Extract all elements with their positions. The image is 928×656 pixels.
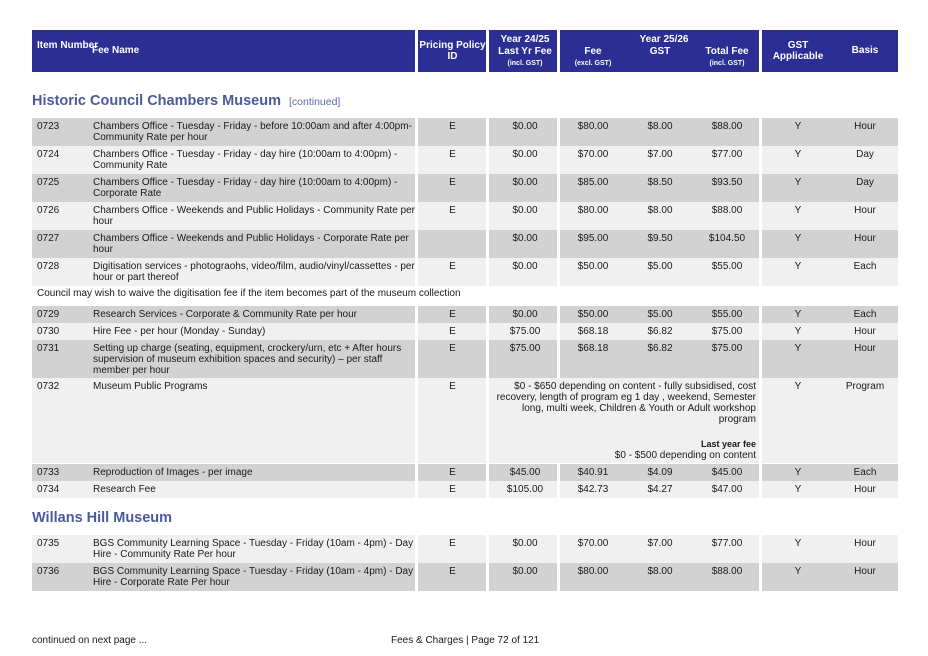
- pricing-policy-id: E: [449, 261, 456, 272]
- item-number: 0733: [37, 467, 60, 478]
- item-number: 0725: [37, 177, 60, 188]
- header-gst: GST: [649, 46, 671, 57]
- gst-amount: $8.50: [647, 177, 673, 188]
- fee-excl-gst: $68.18: [577, 343, 609, 354]
- item-number: 0727: [37, 233, 60, 244]
- pricing-policy-id: E: [449, 121, 456, 132]
- gst-amount: $4.27: [647, 484, 673, 495]
- gst-amount: $5.00: [647, 261, 673, 272]
- column-divider: [486, 535, 489, 563]
- table-row: [32, 258, 898, 286]
- basis: Day: [856, 149, 874, 160]
- gst-applicable: Y: [794, 233, 802, 244]
- fee-name: Chambers Office - Weekends and Public Holidays - Community Rate per hour: [93, 205, 415, 227]
- last-year-fee: $0.00: [512, 177, 538, 188]
- last-year-fee: $75.00: [509, 343, 541, 354]
- item-number: 0731: [37, 343, 60, 354]
- column-divider: [759, 174, 762, 202]
- section-heading: [32, 93, 340, 109]
- item-number: 0729: [37, 309, 60, 320]
- column-divider: [415, 306, 418, 323]
- gst-amount: $8.00: [647, 205, 673, 216]
- fee-excl-gst: $70.00: [577, 149, 609, 160]
- table-row: [32, 230, 898, 258]
- fee-excl-gst: $50.00: [577, 309, 609, 320]
- gst-applicable: Y: [794, 205, 802, 216]
- last-year-fee: $105.00: [506, 484, 544, 495]
- header-total-fee: [695, 46, 759, 88]
- item-number: 0735: [37, 538, 60, 549]
- table-row: [32, 146, 898, 174]
- pricing-policy-id: E: [449, 381, 456, 392]
- column-divider: [759, 230, 762, 258]
- column-divider: [486, 563, 489, 591]
- basis: Hour: [854, 538, 876, 549]
- fee-name: Research Services - Corporate & Community Rate per hour: [93, 309, 357, 320]
- header-pricing-policy-id: Pricing Policy ID: [419, 40, 486, 62]
- basis: Hour: [854, 326, 876, 337]
- total-fee: $88.00: [711, 566, 743, 577]
- item-number: 0723: [37, 121, 60, 132]
- column-divider: [415, 481, 418, 498]
- gst-amount: $8.00: [647, 566, 673, 577]
- total-fee: $104.50: [708, 233, 746, 244]
- gst-applicable: Y: [794, 467, 802, 478]
- basis: Day: [856, 177, 874, 188]
- column-divider: [759, 146, 762, 174]
- total-fee: $75.00: [711, 343, 743, 354]
- item-number: 0724: [37, 149, 60, 160]
- gst-applicable: Y: [794, 149, 802, 160]
- gst-amount: $4.09: [647, 467, 673, 478]
- column-divider: [759, 323, 762, 340]
- total-fee: $77.00: [711, 538, 743, 549]
- column-divider: [415, 118, 418, 146]
- total-fee: $88.00: [711, 205, 743, 216]
- fee-excl-gst: $50.00: [577, 261, 609, 272]
- total-fee: $93.50: [711, 177, 743, 188]
- table-row: [32, 306, 898, 323]
- column-divider: [415, 535, 418, 563]
- gst-applicable: Y: [794, 177, 802, 188]
- header-item-number: Item Number: [37, 40, 99, 51]
- gst-amount: $6.82: [647, 343, 673, 354]
- header-gst-applicable: GST Applicable: [772, 40, 824, 62]
- gst-amount: $8.00: [647, 121, 673, 132]
- header-total-fee-label: Total Fee: [705, 46, 749, 57]
- gst-applicable: Y: [794, 326, 802, 337]
- section-title: Historic Council Chambers Museum: [32, 93, 281, 109]
- table-row: [32, 535, 898, 563]
- gst-applicable: Y: [794, 381, 802, 392]
- gst-amount: $7.00: [647, 538, 673, 549]
- fee-name: Chambers Office - Tuesday - Friday - day hire (10:00am to 4:00pm) - Community Rate: [93, 149, 398, 171]
- basis: Each: [853, 309, 877, 320]
- fee-name: Research Fee: [93, 484, 156, 495]
- column-divider: [759, 464, 762, 481]
- pricing-policy-id: E: [449, 149, 456, 160]
- gst-applicable: Y: [794, 309, 802, 320]
- fee-excl-gst: $95.00: [577, 233, 609, 244]
- gst-applicable: Y: [794, 538, 802, 549]
- gst-applicable: Y: [794, 566, 802, 577]
- item-number: 0732: [37, 381, 60, 392]
- fee-name: Setting up charge (seating, equipment, crockery/urn, etc + After hours supervision of museum exhibition spaces and security) – per staff member per hour: [93, 343, 402, 376]
- section-title: Willans Hill Museum: [32, 510, 173, 526]
- footer-continued: continued on next page ...: [32, 635, 148, 646]
- column-divider: [486, 258, 489, 286]
- column-divider: [486, 323, 489, 340]
- fee-name: Chambers Office - Weekends and Public Holidays - Corporate Rate per hour: [93, 233, 409, 255]
- last-year-fee: $75.00: [509, 326, 541, 337]
- column-divider: [415, 378, 418, 463]
- last-year-fee-value: $0 - $500 depending on content: [614, 450, 756, 461]
- fee-name: BGS Community Learning Space - Tuesday - Friday (10am - 4pm) - Day Hire - Corporate Rate Per hour: [93, 566, 414, 588]
- pricing-policy-id: E: [449, 205, 456, 216]
- column-divider: [415, 230, 418, 258]
- table-row: [32, 118, 898, 146]
- pricing-policy-id: E: [449, 326, 456, 337]
- total-fee: $55.00: [711, 261, 743, 272]
- header-fee-label: Fee: [584, 46, 602, 57]
- header-incl-gst: (incl. GST): [507, 60, 543, 67]
- header-divider: [759, 30, 762, 72]
- total-fee: $45.00: [711, 467, 743, 478]
- total-fee: $75.00: [711, 326, 743, 337]
- fee-excl-gst: $80.00: [577, 205, 609, 216]
- pricing-policy-id: E: [449, 484, 456, 495]
- column-divider: [415, 202, 418, 230]
- column-divider: [415, 340, 418, 378]
- header-last-yr-fee: [490, 34, 560, 76]
- column-divider: [759, 340, 762, 378]
- gst-amount: $7.00: [647, 149, 673, 160]
- column-divider: [759, 481, 762, 498]
- table-row: [32, 323, 898, 340]
- column-divider: [759, 118, 762, 146]
- table-header: [32, 30, 898, 72]
- total-fee: $55.00: [711, 309, 743, 320]
- basis: Hour: [854, 205, 876, 216]
- column-divider: [759, 535, 762, 563]
- total-fee: $47.00: [711, 484, 743, 495]
- header-divider: [557, 30, 560, 72]
- item-number: 0730: [37, 326, 60, 337]
- column-divider: [415, 146, 418, 174]
- basis: Program: [845, 381, 885, 392]
- column-divider: [486, 118, 489, 146]
- last-year-fee: $0.00: [512, 538, 538, 549]
- gst-amount: $6.82: [647, 326, 673, 337]
- item-number: 0728: [37, 261, 60, 272]
- fee-excl-gst: $40.91: [577, 467, 609, 478]
- fee-name: Hire Fee - per hour (Monday - Sunday): [93, 326, 266, 337]
- column-divider: [415, 323, 418, 340]
- fee-excl-gst: $85.00: [577, 177, 609, 188]
- header-excl-gst: (excl. GST): [574, 60, 612, 67]
- column-divider: [486, 230, 489, 258]
- fee-name: Museum Public Programs: [93, 381, 208, 392]
- table-row: [32, 340, 898, 378]
- fee-name: BGS Community Learning Space - Tuesday - Friday (10am - 4pm) - Day Hire - Community Rate Per hour: [93, 538, 414, 560]
- program-fee-description: [490, 381, 756, 461]
- header-divider: [415, 30, 418, 72]
- column-divider: [759, 378, 762, 463]
- column-divider: [486, 202, 489, 230]
- pricing-policy-id: E: [449, 538, 456, 549]
- column-divider: [486, 378, 489, 463]
- column-divider: [415, 464, 418, 481]
- column-divider: [486, 481, 489, 498]
- column-divider: [486, 306, 489, 323]
- table-row: [32, 464, 898, 481]
- table-row: [32, 378, 898, 463]
- fee-excl-gst: $42.73: [577, 484, 609, 495]
- item-number: 0726: [37, 205, 60, 216]
- fee-name: Digitisation services - photograohs, video/film, audio/vinyl/cassettes - per hour or part thereof: [93, 261, 415, 283]
- pricing-policy-id: E: [449, 566, 456, 577]
- gst-applicable: Y: [794, 121, 802, 132]
- fee-name: Reproduction of Images - per image: [93, 467, 253, 478]
- basis: Hour: [854, 233, 876, 244]
- program-fee-text: $0 - $650 depending on content - fully subsidised, cost recovery, length of program eg 1 day , weekend, Semester long, multi week, Children & Youth or Adult workshop program: [496, 381, 756, 425]
- last-year-fee: $0.00: [512, 233, 538, 244]
- header-total-incl-gst: (incl. GST): [709, 60, 745, 67]
- fee-name: Chambers Office - Tuesday - Friday - day hire (10:00am to 4:00pm) - Corporate Rate: [93, 177, 398, 199]
- fee-excl-gst: $70.00: [577, 538, 609, 549]
- table-row: [32, 563, 898, 591]
- table-row: [32, 481, 898, 498]
- item-number: 0736: [37, 566, 60, 577]
- last-year-fee: $0.00: [512, 149, 538, 160]
- column-divider: [486, 146, 489, 174]
- gst-applicable: Y: [794, 261, 802, 272]
- basis: Hour: [854, 343, 876, 354]
- gst-applicable: Y: [794, 343, 802, 354]
- footer-page-number: Fees & Charges | Page 72 of 121: [391, 635, 540, 646]
- gst-amount: $5.00: [647, 309, 673, 320]
- gst-applicable: Y: [794, 484, 802, 495]
- pricing-policy-id: E: [449, 177, 456, 188]
- column-divider: [759, 306, 762, 323]
- header-year-prev: Year 24/25: [500, 34, 550, 45]
- total-fee: $77.00: [711, 149, 743, 160]
- fee-excl-gst: $80.00: [577, 121, 609, 132]
- last-year-fee: $0.00: [512, 566, 538, 577]
- table-row: [32, 202, 898, 230]
- item-number: 0734: [37, 484, 60, 495]
- header-basis: Basis: [851, 45, 879, 56]
- fee-excl-gst: $68.18: [577, 326, 609, 337]
- column-divider: [415, 258, 418, 286]
- basis: Each: [853, 467, 877, 478]
- last-year-fee-label: Last year fee: [700, 439, 756, 449]
- header-fee-name: Fee Name: [92, 45, 140, 56]
- table-row: [32, 174, 898, 202]
- last-year-fee: $0.00: [512, 261, 538, 272]
- basis: Hour: [854, 121, 876, 132]
- basis: Each: [853, 261, 877, 272]
- header-last-yr-fee-label: Last Yr Fee: [498, 46, 552, 57]
- column-divider: [486, 174, 489, 202]
- pricing-policy-id: E: [449, 467, 456, 478]
- section-continued: [continued]: [288, 96, 341, 108]
- gst-amount: $9.50: [647, 233, 673, 244]
- basis: Hour: [854, 484, 876, 495]
- pricing-policy-id: E: [449, 343, 456, 354]
- fee-name: Chambers Office - Tuesday - Friday - before 10:00am and after 4:00pm- Community Rate per hour: [93, 121, 412, 143]
- fee-excl-gst: $80.00: [577, 566, 609, 577]
- total-fee: $88.00: [711, 121, 743, 132]
- column-divider: [486, 464, 489, 481]
- column-divider: [759, 258, 762, 286]
- column-divider: [415, 563, 418, 591]
- section-heading: [32, 510, 172, 526]
- header-fee: [561, 46, 625, 88]
- column-divider: [759, 202, 762, 230]
- column-divider: [759, 563, 762, 591]
- last-year-fee: $0.00: [512, 309, 538, 320]
- column-divider: [486, 340, 489, 378]
- last-year-fee: $0.00: [512, 121, 538, 132]
- last-year-fee: $0.00: [512, 205, 538, 216]
- pricing-policy-id: E: [449, 309, 456, 320]
- column-divider: [415, 174, 418, 202]
- basis: Hour: [854, 566, 876, 577]
- header-divider: [486, 30, 489, 72]
- table-note: Council may wish to waive the digitisation fee if the item becomes part of the museum collection: [37, 288, 461, 299]
- last-year-fee: $45.00: [509, 467, 541, 478]
- header-year-curr: Year 25/26: [639, 34, 689, 45]
